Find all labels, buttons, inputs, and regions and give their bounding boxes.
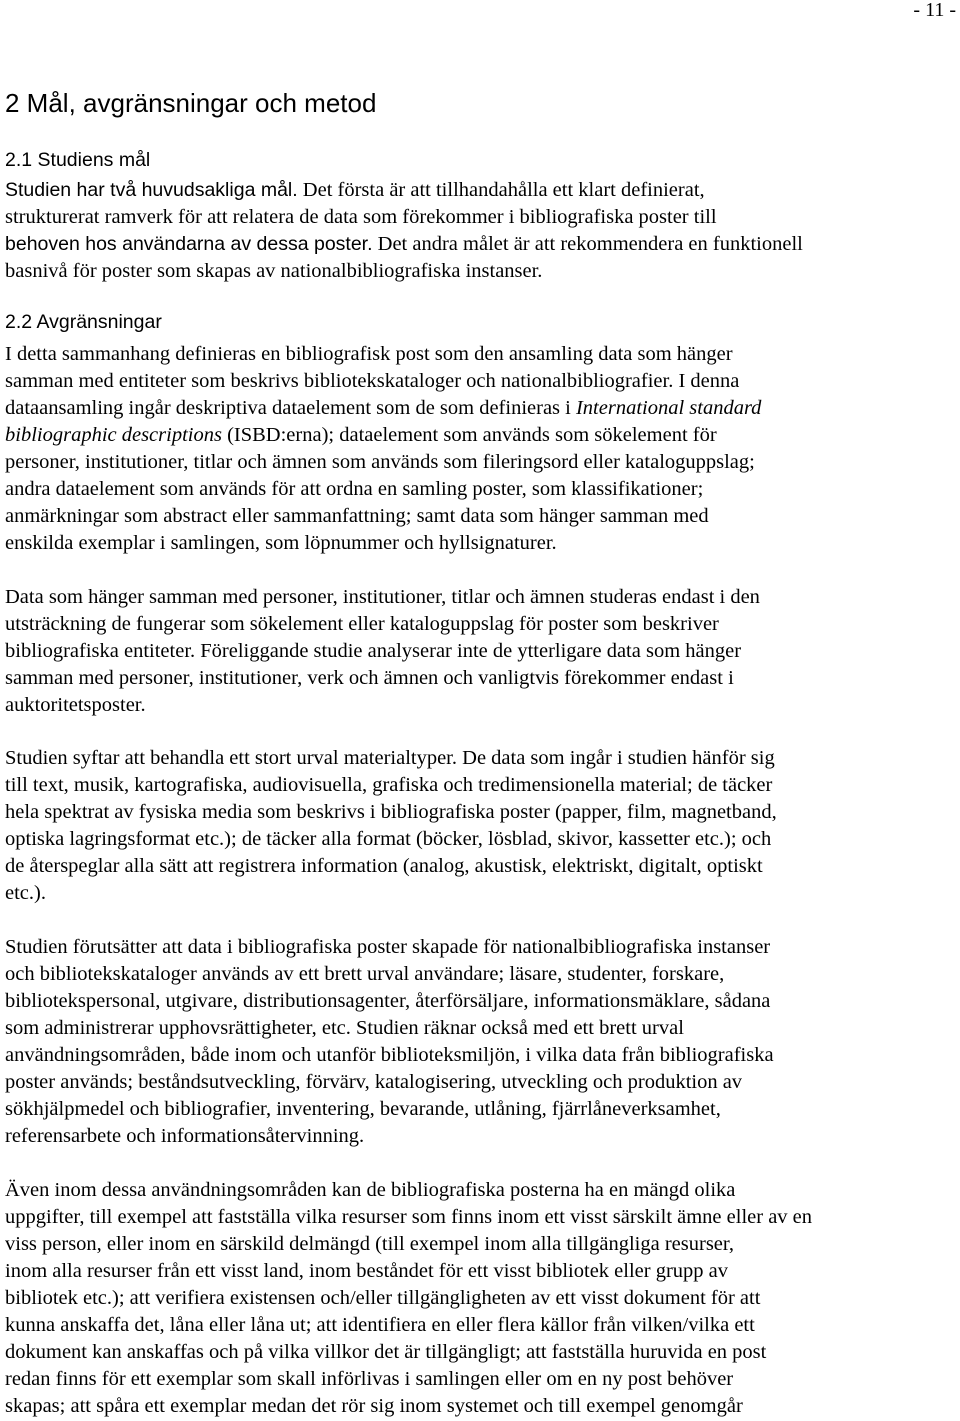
text-run: som administrerar upphovsrättigheter, etc.: [5, 1017, 351, 1039]
text-run: utsträckning de fungerar som sökelement eller kataloguppslag för poster som beskriver: [5, 613, 719, 635]
text-line: [5, 1285, 957, 1312]
text-line: [5, 611, 957, 638]
text-line: [5, 1069, 957, 1096]
text-run: basnivå för poster som skapas av nationalbibliografiska instanser.: [5, 260, 543, 282]
text-line: [5, 1177, 957, 1204]
text-line: [5, 638, 957, 665]
text-line: [5, 772, 957, 799]
text-run: strukturerat ramverk för att relatera de data som förekommer i bibliografiska poster till: [5, 206, 717, 228]
text-line: [5, 584, 957, 611]
text-run: sökhjälpmedel och bibliografier, inventering, bevarande, utlåning, fjärrlåneverksamhet,: [5, 1098, 721, 1120]
page-number: - 11 -: [913, 0, 956, 21]
text-run: bibliografiska entiteter.: [5, 640, 196, 662]
text-run: anmärkningar som abstract eller sammanfattning; samt data som hänger samman med: [5, 505, 709, 527]
text-line: [5, 258, 957, 285]
text-run: enskilda exemplar i samlingen, som löpnummer och hyllsignaturer.: [5, 532, 557, 554]
text-run: Även inom dessa användningsområden kan de bibliografiska posterna ha en mängd olika: [5, 1179, 736, 1201]
paragraph-avgransningar-4: [5, 934, 957, 1150]
text-run: etc.).: [5, 882, 46, 904]
text-line: [5, 530, 957, 557]
text-line: [5, 1312, 957, 1339]
text-run: kunna anskaffa det, låna eller låna ut; att identifiera en eller flera källor från vilken/vilka ett: [5, 1314, 755, 1336]
text-line: [5, 1015, 957, 1042]
text-line: [5, 341, 957, 368]
text-line: [5, 799, 957, 826]
text-run: dataansamling ingår deskriptiva dataelement som de som definieras i: [5, 397, 576, 419]
text-line: [5, 826, 957, 853]
text-line: [5, 1393, 957, 1420]
text-line: [5, 1366, 957, 1393]
text-run: skapas; att spåra ett exemplar medan det rör sig inom systemet och till exempel genomgår: [5, 1395, 743, 1417]
paragraph-avgransningar-5: [5, 1177, 957, 1420]
text-run: behoven hos användarna av dessa poster.: [5, 233, 373, 255]
text-run: viss person, eller inom en särskild delmängd (till exempel inom alla tillgängliga resurser,: [5, 1233, 735, 1255]
text-run: samman med entiteter som beskrivs bibliotekskataloger och nationalbibliografier.: [5, 370, 674, 392]
text-line: [5, 422, 957, 449]
text-run: inom alla resurser från ett visst land, inom beståndet för ett visst bibliotek eller grupp av: [5, 1260, 729, 1282]
text-run: till text, musik, kartografiska, audiovisuella, grafiska och tredimensionella material; de täcker: [5, 774, 773, 796]
text-run: auktoritetsposter.: [5, 694, 146, 716]
text-line: [5, 692, 957, 719]
paragraph-avgransningar-1: [5, 341, 957, 557]
italic-text: bibliographic descriptions: [5, 424, 222, 446]
section-heading-studiens-mal: 2.1 Studiens mål: [5, 149, 151, 171]
text-run: optiska lagringsformat etc.); de täcker alla format (böcker, lösblad, skivor, kassetter etc.); och: [5, 828, 772, 850]
text-run: Studien syftar att behandla ett stort urval materialtyper.: [5, 747, 458, 769]
chapter-heading: 2 Mål, avgränsningar och metod: [5, 88, 377, 118]
text-line: [5, 1123, 957, 1150]
section-heading-avgransningar: 2.2 Avgränsningar: [5, 311, 162, 333]
text-run: redan finns för ett exemplar som skall införlivas i samlingen eller om en ny post behöver: [5, 1368, 734, 1390]
text-line: [5, 934, 957, 961]
text-run: hela spektrat av fysiska media som beskrivs i bibliografiska poster (papper, film, magnetband,: [5, 801, 777, 823]
text-run: I detta sammanhang definieras en bibliografisk post som den ansamling data som hänger: [5, 343, 733, 365]
text-line: [5, 665, 957, 692]
paragraph-studiens-mal: [5, 177, 957, 285]
text-run: de återspeglar alla sätt att registrera information (analog, akustisk, elektriskt, digitalt, optiskt: [5, 855, 763, 877]
text-run: Det första är att tillhandahålla ett klart definierat,: [297, 179, 705, 201]
text-run: I denna: [673, 370, 740, 392]
text-run: användningsområden, både inom och utanför biblioteksmiljön, i vilka data från bibliografiska: [5, 1044, 774, 1066]
text-line: [5, 1258, 957, 1285]
text-line: [5, 1042, 957, 1069]
text-line: [5, 1204, 957, 1231]
text-line: [5, 476, 957, 503]
text-run: och bibliotekskataloger används av ett brett urval användare; läsare, studenter, forskare,: [5, 963, 725, 985]
text-run: bibliotekspersonal, utgivare, distributionsagenter, återförsäljare, informationsmäklare, sådana: [5, 990, 771, 1012]
text-line: [5, 745, 957, 772]
text-run: Data som hänger samman med personer, institutioner, titlar och ämnen studeras endast i den: [5, 586, 760, 608]
text-line: [5, 368, 957, 395]
text-run: Studien förutsätter att data i bibliografiska poster skapade för nationalbibliografiska instanser: [5, 936, 771, 958]
text-run: dokument kan anskaffas och på vilka villkor det är tillgängligt; att fastställa huruvida en post: [5, 1341, 767, 1363]
text-run: personer, institutioner, titlar och ämnen som används som fileringsord eller kataloguppslag;: [5, 451, 755, 473]
text-line: [5, 1339, 957, 1366]
paragraph-avgransningar-3: [5, 745, 957, 907]
text-run: (ISBD:erna); dataelement som används som sökelement för: [221, 424, 717, 446]
text-line: [5, 449, 957, 476]
text-line: [5, 177, 957, 204]
text-run: referensarbete och informationsåtervinning.: [5, 1125, 365, 1147]
text-run: Studien räknar också med ett brett urval: [350, 1017, 684, 1039]
text-run: samman med personer, institutioner, verk och ämnen och vanligtvis förekommer endast i: [5, 667, 734, 689]
text-line: [5, 231, 957, 258]
text-line: [5, 395, 957, 422]
text-line: [5, 204, 957, 231]
text-run: Studien har två huvudsakliga mål.: [5, 179, 298, 201]
text-run: andra dataelement som används för att ordna en samling poster, som klassifikationer;: [5, 478, 704, 500]
text-line: [5, 961, 957, 988]
text-line: [5, 988, 957, 1015]
text-line: [5, 1096, 957, 1123]
text-run: bibliotek etc.); att verifiera existensen och/eller tillgängligheten av ett visst dokument för att: [5, 1287, 761, 1309]
text-line: [5, 503, 957, 530]
text-run: De data som ingår i studien hänför sig: [457, 747, 775, 769]
paragraph-avgransningar-2: [5, 584, 957, 719]
text-line: [5, 880, 957, 907]
italic-text: International standard: [575, 397, 762, 419]
text-line: [5, 853, 957, 880]
text-run: poster används; beståndsutveckling, förvärv, katalogisering, utveckling och produktion av: [5, 1071, 743, 1093]
text-run: uppgifter, till exempel att fastställa vilka resurser som finns inom ett visst särskilt ämne eller av en: [5, 1206, 813, 1228]
text-line: [5, 1231, 957, 1258]
text-run: Det andra målet är att rekommendera en funktionell: [372, 233, 803, 255]
text-run: Föreliggande studie analyserar inte de ytterligare data som hänger: [195, 640, 742, 662]
